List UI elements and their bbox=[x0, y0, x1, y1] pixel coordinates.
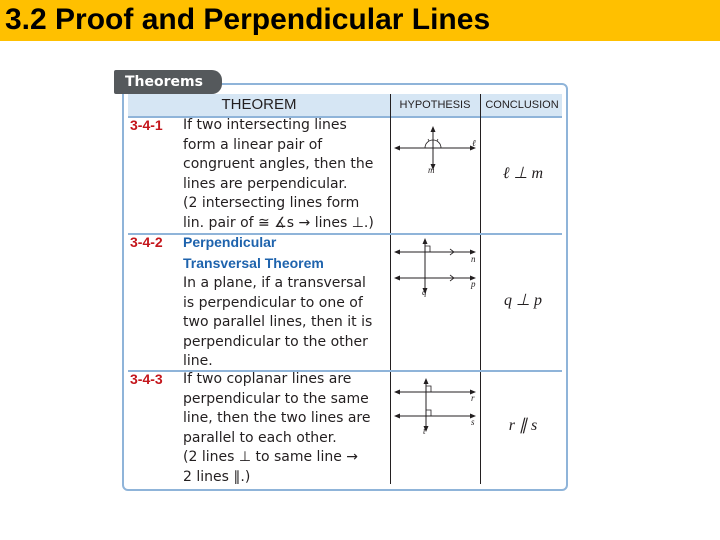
tick-mark bbox=[428, 139, 429, 141]
theorem-number: 3-4-1 bbox=[130, 117, 163, 133]
label-q: q bbox=[422, 287, 427, 297]
hypothesis-diagram bbox=[392, 376, 480, 436]
arrowhead bbox=[394, 250, 400, 255]
header-theorem: THEOREM bbox=[221, 96, 297, 113]
theorem-number: 3-4-3 bbox=[130, 371, 163, 387]
theorems-tab: Theorems bbox=[114, 70, 222, 94]
arrowhead bbox=[394, 414, 400, 419]
label-r: r bbox=[471, 393, 475, 403]
arrowhead bbox=[431, 126, 436, 132]
right-angle-mark bbox=[425, 246, 430, 252]
arrowhead bbox=[394, 146, 400, 151]
theorem-text bbox=[183, 116, 388, 233]
arrowhead bbox=[423, 238, 428, 244]
tick-mark bbox=[437, 139, 438, 141]
right-angle-mark bbox=[426, 386, 431, 392]
theorem-text bbox=[183, 370, 388, 487]
theorem-name: Perpendicular Transversal Theorem bbox=[183, 234, 324, 271]
slide-title: 3.2 Proof and Perpendicular Lines bbox=[5, 3, 491, 36]
header-hypothesis: HYPOTHESIS bbox=[399, 99, 471, 111]
arrowhead bbox=[394, 276, 400, 281]
theorem-body: If two intersecting lines form a linear pair of congruent angles, then the lines are perpendicular. (2 intersecting lines form lin. pair of ≅ ∡s → lines ⊥.) bbox=[183, 117, 374, 231]
hypothesis-diagram bbox=[392, 238, 480, 298]
label-l: ℓ bbox=[472, 138, 476, 148]
label-m: m bbox=[428, 165, 435, 175]
label-t: t bbox=[423, 426, 426, 436]
column-divider bbox=[480, 94, 481, 484]
header-conclusion: CONCLUSION bbox=[485, 99, 559, 111]
label-s: s bbox=[471, 417, 475, 427]
label-n: n bbox=[471, 254, 476, 264]
label-p: p bbox=[471, 279, 476, 289]
theorem-text bbox=[183, 233, 388, 372]
arrowhead bbox=[424, 378, 429, 384]
hypothesis-diagram bbox=[392, 122, 480, 182]
conclusion: r ∥ s bbox=[508, 417, 538, 434]
theorem-body: If two coplanar lines are perpendicular to the same line, then the two lines are parallel to each other. (2 lines ⊥ to same line → 2 lines ∥.) bbox=[183, 371, 371, 485]
conclusion: ℓ ⊥ m bbox=[502, 165, 544, 182]
theorem-body: In a plane, if a transversal is perpendicular to one of two parallel lines, then it is perpendicular to the other line. bbox=[183, 275, 373, 369]
right-angle-mark bbox=[426, 410, 431, 416]
theorem-number: 3-4-2 bbox=[130, 234, 163, 250]
arrowhead bbox=[394, 390, 400, 395]
conclusion: q ⊥ p bbox=[504, 292, 542, 309]
column-divider bbox=[390, 94, 391, 484]
